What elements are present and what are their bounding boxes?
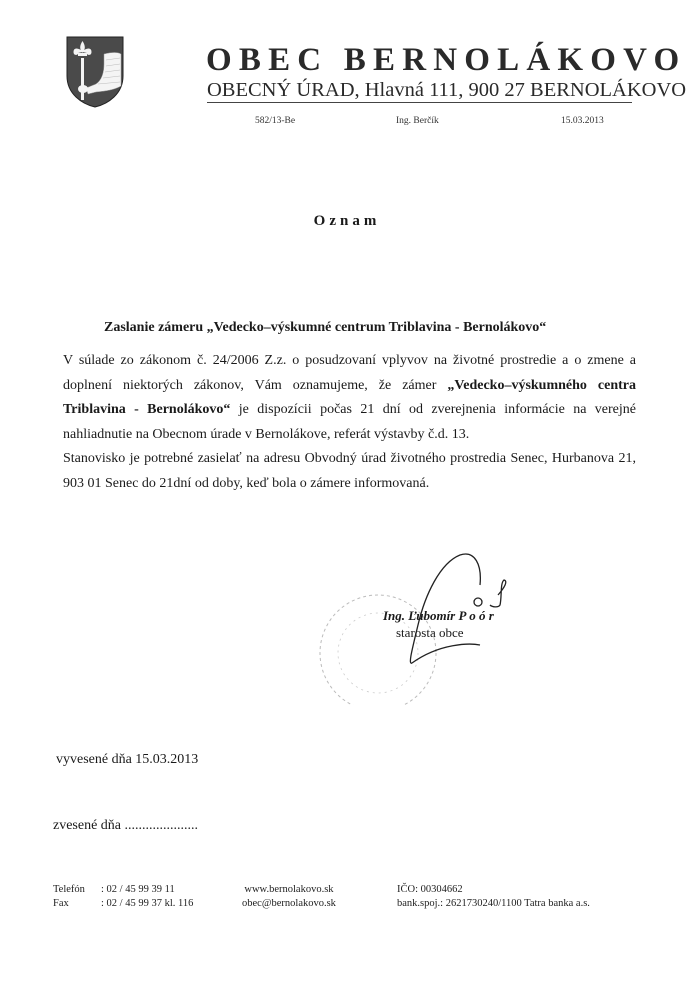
footer-fax xyxy=(53,897,193,911)
footer-bank xyxy=(397,883,590,910)
body-text: je dispozícii počas 21 dní od zverejnenia informácie na verejné nahliadnutie na Obecnom úrade v Bernolákove, referát výstavby č.d. 13. xyxy=(63,402,636,442)
municipality-title: OBEC BERNOLÁKOVO xyxy=(206,42,687,78)
handled-by: Ing. Berčík xyxy=(396,116,439,126)
document-body xyxy=(63,349,636,496)
fax-number: : 02 / 45 99 37 kl. 116 xyxy=(101,897,194,909)
email-link[interactable]: obec@bernolakovo.sk xyxy=(242,897,336,909)
document-heading: Oznam xyxy=(313,213,381,229)
coat-of-arms-icon xyxy=(66,36,124,108)
reference-number: 582/13-Be xyxy=(255,116,296,126)
phone-label: Telefón xyxy=(53,884,85,895)
posted-date: vyvesené dňa 15.03.2013 xyxy=(56,752,199,767)
project-name: „Vedecko–výskumného centra Triblavina - Bernolákovo“ xyxy=(63,377,636,417)
footer-phone xyxy=(53,883,193,897)
body-paragraph: Stanovisko je potrebné zasielať na adresu Obvodný úrad životného prostredia Senec, Hurbanova 21, 903 01 Senec do 21dní od doby, keď bola o zámere informovaná. xyxy=(63,451,636,491)
fax-label: Fax xyxy=(53,897,69,909)
bank-account: bank.spoj.: 2621730240/1100 Tatra banka a.s. xyxy=(397,897,590,909)
subject-line: Zaslanie zámeru „Vedecko–výskumné centrum Triblavina - Bernolákovo“ xyxy=(104,320,547,335)
footer-web xyxy=(242,883,336,910)
office-address: OBECNÝ ÚRAD, Hlavná 111, 900 27 BERNOLÁKOVO xyxy=(207,79,687,101)
document-date: 15.03.2013 xyxy=(561,116,604,126)
body-paragraph xyxy=(63,349,636,447)
body-text: V súlade zo zákonom č. 24/2006 Z.z. o posudzovaní vplyvov na životné prostredie a o zmene a doplnení niektorých zákonov, Vám oznamujeme, že zámer xyxy=(63,353,636,393)
signatory-name: Ing. Ľubomír P o ó r xyxy=(383,608,494,623)
removed-date: zvesené dňa ..................... xyxy=(53,818,199,833)
phone-number: : 02 / 45 99 39 11 xyxy=(101,884,175,895)
ico-number: IČO: 00304662 xyxy=(397,884,463,895)
website-link[interactable]: www.bernolakovo.sk xyxy=(244,884,334,895)
signatory-role: starosta obce xyxy=(396,625,464,640)
footer-contacts xyxy=(53,883,193,910)
